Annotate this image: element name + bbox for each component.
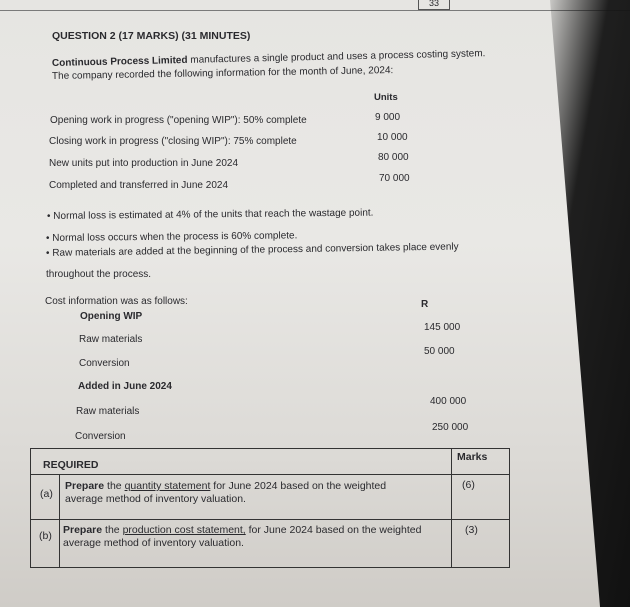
cost-row-label: Raw materials — [76, 406, 140, 417]
top-border-strip — [0, 0, 630, 11]
row-letter: (b) — [39, 530, 52, 542]
question-title: QUESTION 2 (17 MARKS) (31 MINUTES) — [52, 30, 251, 42]
cost-info-intro: Cost information was as follows: — [45, 296, 188, 307]
row-marks: (3) — [465, 524, 478, 536]
cost-row-label: Conversion — [79, 358, 130, 369]
required-table — [30, 448, 510, 568]
cost-row-value: 145 000 — [424, 322, 461, 333]
bullet-item: • Raw materials are added at the beginning of the process and conversion takes place evenly — [45, 241, 459, 259]
units-row-label: Completed and transferred in June 2024 — [49, 180, 229, 191]
currency-header: R — [421, 299, 429, 310]
units-row-value: 9 000 — [375, 112, 401, 123]
row-letter: (a) — [40, 488, 53, 500]
cost-row-value: 250 000 — [432, 422, 469, 433]
units-row-label: Closing work in progress ("closing WIP"): 75% complete — [49, 136, 297, 147]
units-row-value: 70 000 — [379, 173, 410, 184]
added-heading: Added in June 2024 — [78, 381, 172, 392]
units-row-label: New units put into production in June 2024 — [49, 158, 239, 169]
intro-line-2: The company recorded the following information for the month of June, 2024: — [51, 65, 394, 82]
bullet-continuation: throughout the process. — [46, 269, 152, 280]
units-row-value: 80 000 — [378, 152, 409, 163]
intro-line-1-rest: manufactures a single product and uses a process costing system. — [190, 48, 486, 66]
units-header: Units — [374, 92, 398, 103]
company-name: Continuous Process Limited — [51, 54, 188, 69]
required-row: Prepare the production cost statement, for June 2024 based on the weighted average method of inventory valuation. — [63, 524, 422, 549]
bullet-item: • Normal loss occurs when the process is 60% complete. — [45, 230, 298, 244]
cost-row-label: Raw materials — [79, 334, 143, 345]
bullet-item: • Normal loss is estimated at 4% of the units that reach the wastage point. — [46, 207, 374, 222]
required-row: Prepare the quantity statement for June 2024 based on the weighted average method of inventory valuation. — [65, 480, 387, 505]
units-row-label: Opening work in progress ("opening WIP"): 50% complete — [50, 115, 307, 126]
total-marks-box: 33 — [418, 0, 450, 10]
marks-header: Marks — [457, 451, 488, 463]
row-marks: (6) — [462, 479, 475, 491]
opening-wip-heading: Opening WIP — [80, 311, 143, 322]
cost-row-value: 400 000 — [430, 396, 467, 407]
units-row-value: 10 000 — [377, 132, 408, 143]
cost-row-value: 50 000 — [424, 346, 455, 357]
cost-row-label: Conversion — [75, 431, 126, 442]
required-header: REQUIRED — [43, 459, 99, 471]
